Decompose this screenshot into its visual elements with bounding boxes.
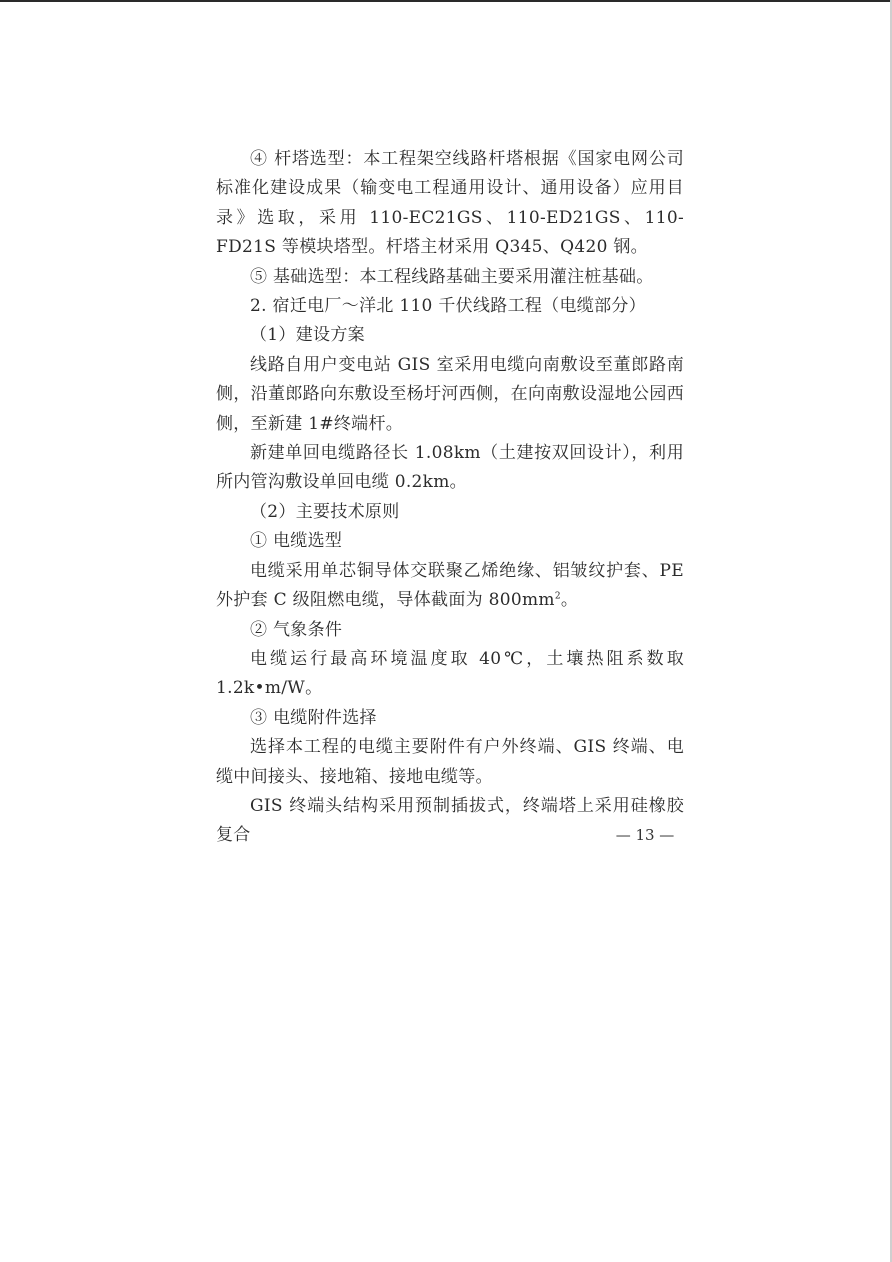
item-heading-cable-accessories: ③ 电缆附件选择 (250, 707, 377, 728)
item-heading-cable-selection: ① 电缆选型 (250, 531, 343, 552)
subheading-technical-principles: （2）主要技术原则 (250, 501, 400, 522)
section-heading-cable-project: 2. 宿迁电厂～洋北 110 千伏线路工程（电缆部分） (250, 296, 646, 317)
superscript-squared: 2 (554, 591, 561, 602)
scan-top-edge (0, 0, 892, 2)
cable-spec-text: 电缆采用单芯铜导体交联聚乙烯绝缘、铝皱纹护套、PE 外护套 C 级阻燃电缆，导体截面为 800mm (216, 560, 684, 611)
paragraph-route-description: 线路自用户变电站 GIS 室采用电缆向南敷设至董郎路南侧，沿董郎路向东敷设至杨圩河西侧，在向南敷设湿地公园西侧，至新建 1#终端杆。 (216, 354, 684, 434)
paragraph-weather-values: 电缆运行最高环境温度取 40℃，土壤热阻系数取 1.2k•m/W。 (216, 648, 684, 699)
paragraph-accessories-list: 选择本工程的电缆主要附件有户外终端、GIS 终端、电缆中间接头、接地箱、接地电缆等。 (216, 737, 684, 787)
subheading-construction-plan: （1）建设方案 (250, 325, 365, 346)
paragraph-foundation-selection: ⑤ 基础选型：本工程线路基础主要采用灌注桩基础。 (250, 266, 654, 287)
cable-spec-period: 。 (560, 590, 579, 611)
body-text (216, 145, 684, 851)
item-heading-weather-conditions: ② 气象条件 (250, 619, 343, 640)
paragraph-tower-selection: ④ 杆塔选型：本工程架空线路杆塔根据《国家电网公司标准化建设成果（输变电工程通用设计、通用设备）应用目录》选取，采用 110-EC21GS、110-ED21GS、110-FD21S 等模块塔型。杆塔主材采用 Q345、Q420 钢。 (216, 149, 684, 258)
paragraph-cable-spec (216, 557, 684, 616)
paragraph-cable-length: 新建单回电缆路径长 1.08km（土建按双回设计），利用所内管沟敷设单回电缆 0.2km。 (216, 443, 684, 493)
paragraph-gis-termination: GIS 终端头结构采用预制插拔式，终端塔上采用硅橡胶复合 (216, 795, 684, 846)
page-number: — 13 — (615, 826, 675, 844)
